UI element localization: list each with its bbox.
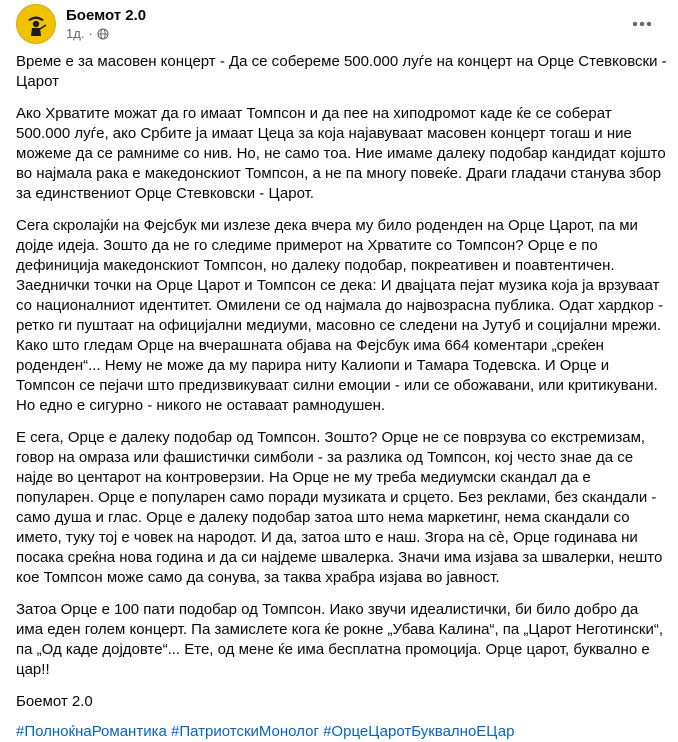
post-header: [16, 2, 662, 46]
post-body: [16, 52, 668, 742]
post-paragraph: Сега скролајќи на Фејсбук ми излезе дека вчера му било роденден на Орце Царот, па ми дојде идеја. Зошто да не го следиме примерот на Хрватите со Томпсон? Орце е по дефиниција македонскиот Томпсон, но далеку подобар, покреативен и поавтентичен. Заеднички точки на Орце Царот и Томпсон се дека: И двајцата пејат музика која ја врзуваат со националниот идентитет. Омилени се од најмала до највозрасна публика. Одат хардкор - ретко ги пуштаат на официјални медиуми, масовно се следени на Јутуб и социјални мрежи. Како што гледам Орце на вчерашната објава на Фејсбук има 664 коментари „среќен роденден“... Нему не може да му парира ниту Калиопи и Тамара Тодевска. И Орце и Томпсон се пејачи што предизвикуваат силни емоции - или се обожавани, или критикувани. Но едно е сигурно - никого не оставаат рамнодушен.: [16, 217, 664, 414]
globe-icon[interactable]: [97, 28, 109, 40]
post-paragraph: Време е за масовен концерт - Да се собереме 500.000 луѓе на концерт на Орце Стевковски - Царот: [16, 53, 667, 90]
post-paragraph: Затоа Орце е 100 пати подобар од Томпсон. Иако звучи идеалистички, би било добро да има еден голем концерт. Па замислете кога ќе рокне „Убава Калина“, па „Царот Неготински“, па „Од каде дојдовте“... Ете, од мене ќе има бесплатна промоција. Орце царот, буквално е цар!!: [16, 601, 664, 678]
hashtag-link[interactable]: #ПолноќнаРомантика: [16, 723, 167, 740]
hashtag-link[interactable]: #ОрцеЦаротБуквалноЕЦар: [323, 723, 515, 740]
boem-logo-icon: [19, 7, 53, 41]
post-paragraph: Е сега, Орце е далеку подобар од Томпсон. Зошто? Орце не се поврзува со екстремизам, говор на омраза или фашистички симболи - за разлика од Томпсон, кој често знае да се најде во центарот на контроверзии. На Орце не му треба медиумски скандал да е популарен. Орце е популарен само поради музиката и срцето. Без реклами, без скандали - само душа и глас. Орце е далеку подобар затоа што нема маркетинг, нема скандали со името, туку тој е човек на народот. И да, затоа што е наш. Згора на сè, Орце годинава ни посака среќна нова година и да си најдеме швалерка. Значи има изјава за швалерки, нешто кое Томпсон може само да сонува, за таква храбра изјава во јавност.: [16, 429, 663, 586]
hashtag-list: [16, 722, 668, 742]
post-meta: [66, 6, 146, 42]
avatar[interactable]: [16, 4, 56, 44]
ellipsis-icon: [632, 21, 652, 27]
page-name[interactable]: Боемот 2.0: [66, 7, 147, 24]
hashtag-link[interactable]: #ПатриотскиМонолог: [171, 723, 319, 740]
post-signature: Боемот 2.0: [16, 693, 93, 710]
separator-dot: ·: [88, 26, 93, 41]
more-options-button[interactable]: [626, 8, 658, 40]
post-subline: [66, 26, 146, 42]
post-time[interactable]: 1д.: [66, 26, 85, 41]
post-paragraph: Ако Хрватите можат да го имаат Томпсон и да пее на хиподромот каде ќе се соберат 500.000 луѓе, ако Србите ја имаат Цеца за која најавуваат масовен концерт тогаш и ние можеме да се рамниме со нив. Но, не само тоа. Ние имаме далеку подобар кандидат којшто во најмала рака е македонскиот Томпсон, а не па многу повеќе. Драги гладачи станува збор за единствениот Орце Стевковски - Царот.: [16, 105, 666, 202]
